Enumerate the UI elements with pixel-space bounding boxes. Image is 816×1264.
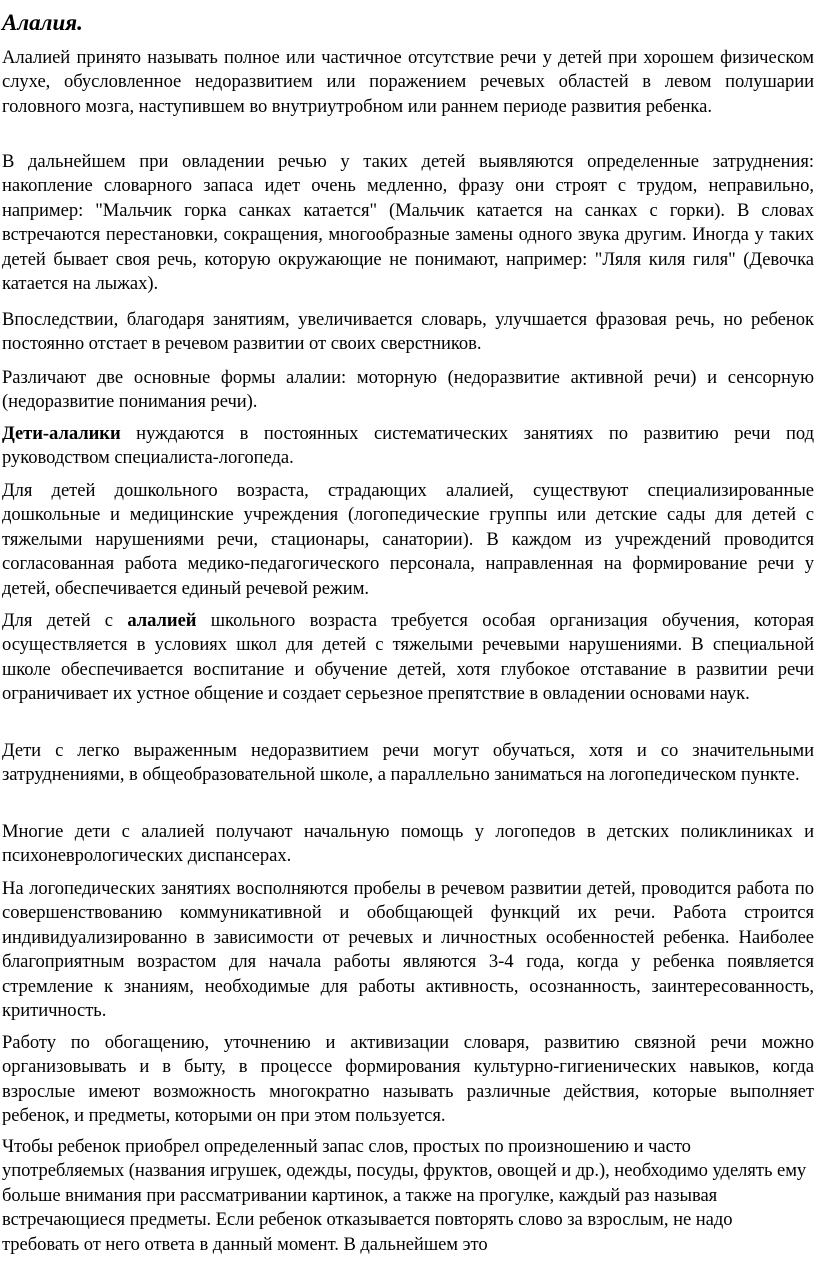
- paragraph-text: Чтобы ребенок приобрел определенный запас слов, простых по произношению и часто употребляемых (названия игрушек, одежды, посуды, фруктов, овощей и др.), необходимо уделять ему больше внимания при рассматривании картинок, а также на прогулке, каждый раз называя встречающиеся предметы. Если ребенок отказывается повторять слово за взрослым, не надо требовать от него ответа в данный момент. В дальнейшем это: [2, 1136, 807, 1255]
- paragraph-text: Алалией принято называть полное или частичное отсутствие речи у детей при хорошем физическом слухе, обусловленное недоразвитием или поражением речевых областей в левом полушарии головного мозга, наступившем во внутриутробном или раннем периоде развития ребенка.: [2, 47, 814, 117]
- paragraph-text: В дальнейшем при овладении речью у таких детей выявляются определенные затруднения: накопление словарного запаса идет очень медленно, фразу они строят с трудом, неправильно, например: "Мальчик горка санках катается" (Мальчик катается на санках с горки). В словах встречаются перестановки, сокращения, многообразные замены одного звука другим. Иногда у таких детей бывает своя речь, которую окружающие не понимают, например: "Ляля киля гиля" (Девочка катается на лыжах).: [2, 151, 814, 295]
- paragraph-text: Впоследствии, благодаря занятиям, увеличивается словарь, улучшается фразовая речь, но ребенок постоянно отстает в речевом развитии от своих сверстников.: [2, 309, 814, 355]
- document-title: Алалия.: [2, 10, 83, 35]
- paragraph-text: Различают две основные формы алалии: моторную (недоразвитие активной речи) и сенсорную (недоразвитие понимания речи).: [2, 367, 814, 413]
- paragraph-definition: [2, 46, 814, 119]
- paragraph-progress: [2, 308, 814, 357]
- paragraph-word-stock: [2, 1135, 814, 1257]
- paragraph-preschool: [2, 479, 814, 601]
- paragraph-text: нуждаются в постоянных систематических занятиях по развитию речи под руководством специалиста-логопеда.: [2, 423, 814, 469]
- paragraph-difficulties: [2, 150, 814, 296]
- paragraph-text: школьного возраста требуется особая организация обучения, которая осуществляется в условиях школ для детей с тяжелыми речевыми нарушениями. В специальной школе обеспечивается воспитание и обучение детей, хотя глубокое отставание в развитии речи ограничивает их устное общение и создает серьезное препятствие в овладении основами наук.: [2, 610, 814, 705]
- paragraph-text: Дети с легко выраженным недоразвитием речи могут обучаться, хотя и со значительными затруднениями, в общеобразовательной школе, а параллельно заниматься на логопедическом пункте.: [2, 740, 814, 786]
- bold-term: алалией: [127, 610, 197, 631]
- paragraph-clinics: [2, 820, 814, 869]
- paragraph-sessions: [2, 422, 814, 471]
- paragraph-text-before: Для детей с: [2, 610, 128, 631]
- paragraph-text: На логопедических занятиях восполняются пробелы в речевом развитии детей, проводится работа по совершенствованию коммуникативной и обобщающей функций их речи. Работа строится индивидуализированно в зависимости от речевых и личностных особенностей ребенка. Наиболее благоприятным возрастом для начала работы являются 3-4 года, когда у ребенка появляется стремление к знаниям, необходимые для работы активность, осознанность, заинтересованность, критичность.: [2, 878, 814, 1022]
- paragraph-forms: [2, 366, 814, 415]
- paragraph-vocabulary: [2, 1031, 814, 1129]
- paragraph-text: Работу по обогащению, уточнению и активизации словаря, развитию связной речи можно организовывать и в быту, в процессе формирования культурно-гигиенических навыков, когда взрослые имеют возможность многократно называть различные действия, которые выполняет ребенок, и предметы, которыми он при этом пользуется.: [2, 1032, 814, 1127]
- paragraph-speech-therapy: [2, 877, 814, 1023]
- paragraph-text: Для детей дошкольного возраста, страдающих алалией, существуют специализированные дошкольные и медицинские учреждения (логопедические группы или детские сады для детей с тяжелыми нарушениями речи, стационары, санатории). В каждом из учреждений проводится согласованная работа медико-педагогического персонала, направленная на формирование речи у детей, обеспечивается единый речевой режим.: [2, 480, 814, 599]
- paragraph-general-school: [2, 739, 814, 788]
- bold-term: Дети-алалики: [2, 423, 121, 444]
- paragraph-text: Многие дети с алалией получают начальную помощь у логопедов в детских поликлиниках и психоневрологических диспансерах.: [2, 821, 814, 867]
- paragraph-school-age: [2, 609, 814, 707]
